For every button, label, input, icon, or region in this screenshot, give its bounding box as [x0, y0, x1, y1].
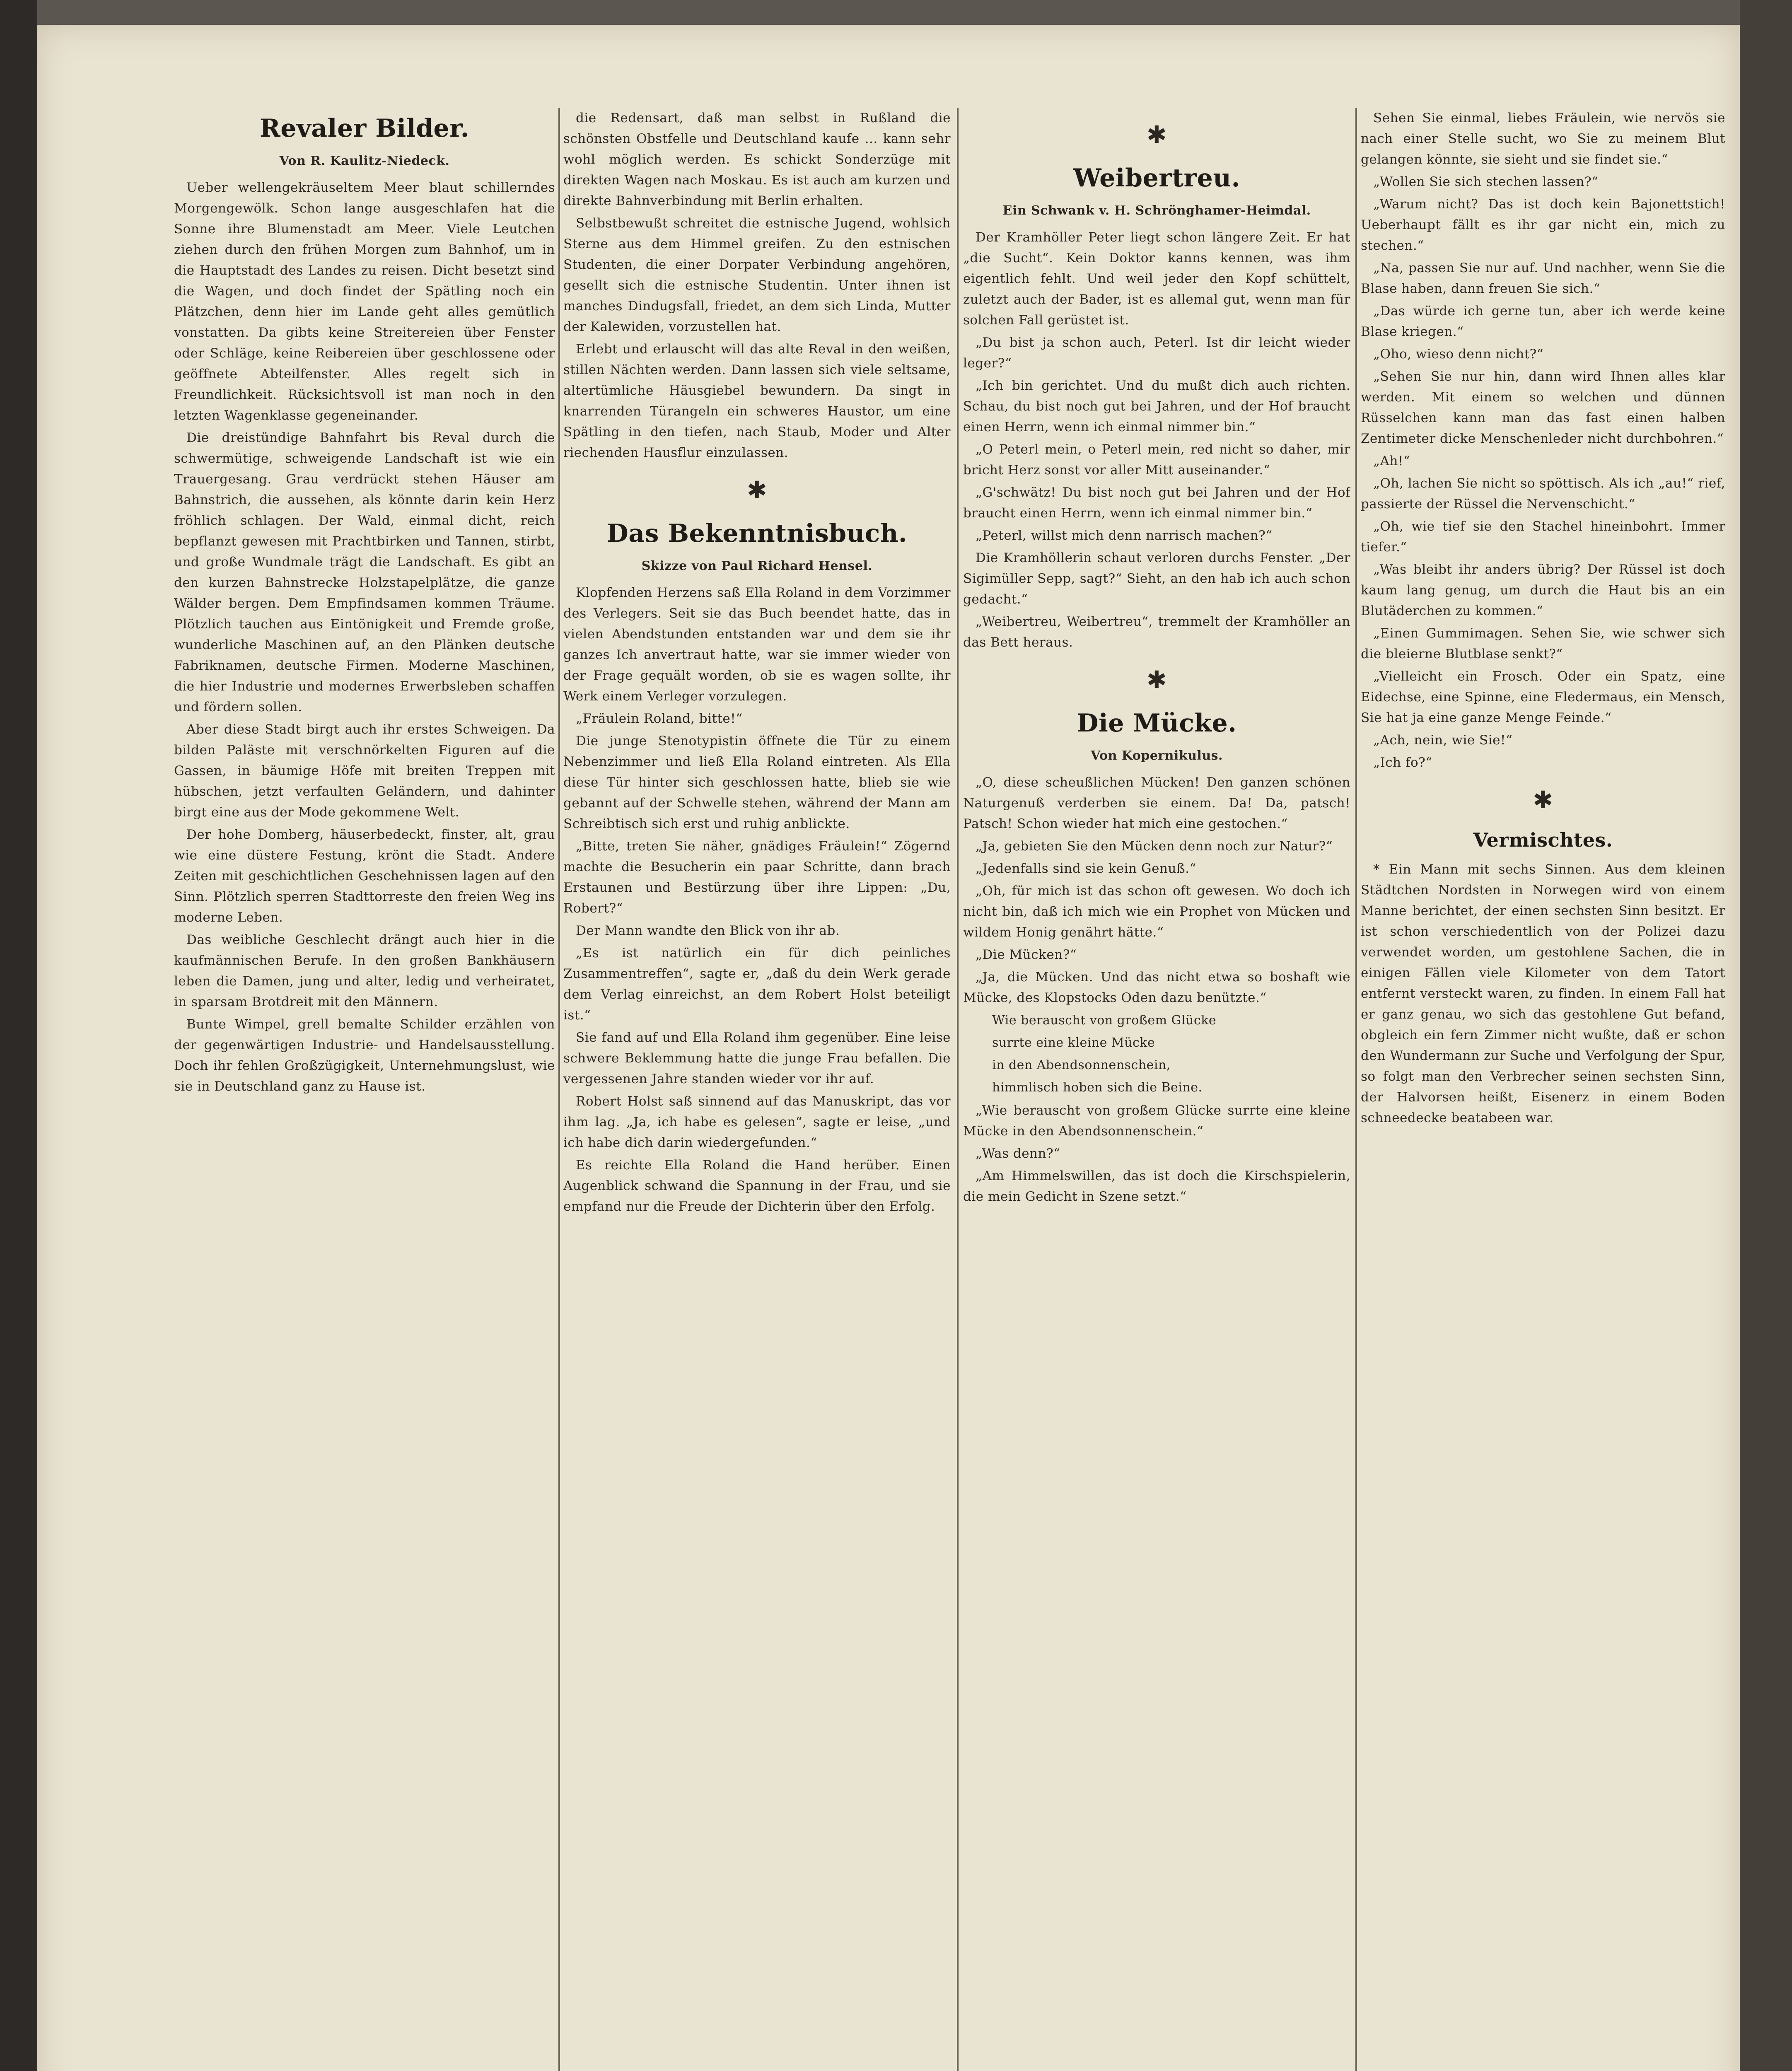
- paragraph: „Oh, lachen Sie nicht so spöttisch. Als ich „au!“ rief, passierte der Rüssel die Nervenschicht.“: [1361, 476, 1725, 512]
- article-title-vermischtes: Vermischtes.: [1473, 829, 1613, 851]
- paragraph: „G'schwätz! Du bist noch gut bei Jahren und der Hof braucht einen Herrn, wenn ich einmal nimmer bin.“: [963, 485, 1350, 521]
- column-rule: [558, 108, 560, 2071]
- poem-line: in den Abendsonnenschein,: [992, 1058, 1171, 1072]
- poem-line: himmlisch hoben sich die Beine.: [992, 1080, 1203, 1095]
- poem-line: Wie berauscht von großem Glücke: [992, 1013, 1217, 1028]
- paragraph: „Wollen Sie sich stechen lassen?“: [1373, 174, 1599, 189]
- column-rule: [1355, 108, 1357, 2071]
- article-byline-revaler: Von R. Kaulitz-Niedeck.: [279, 154, 450, 168]
- paragraph: Klopfenden Herzens saß Ella Roland in dem Vorzimmer des Verlegers. Seit sie das Buch beendet hatte, das in vielen Abendstunden entstanden war und dem sie ihr ganzes Ich anvertraut hatte, war sie immer wieder von der Frage gequält worden, ob sie es wagen sollte, ihr Werk einem Verleger vorzulegen.: [563, 585, 951, 704]
- paragraph: Robert Holst saß sinnend auf das Manuskript, das vor ihm lag. „Ja, ich habe es gelesen“, sagte er leise, „und ich habe dich darin wiedergefunden.“: [563, 1094, 951, 1150]
- paragraph: Der hohe Domberg, häuserbedeckt, finster, alt, grau wie eine düstere Festung, krönt die Stadt. Andere Zeiten mit geschichtlichen Geschehnissen lagen auf den Sinn. Plötzlich sperren Stadttorreste den freien Weg ins moderne Leben.: [174, 827, 555, 925]
- paragraph: „Am Himmelswillen, das ist doch die Kirschspielerin, die mein Gedicht in Szene setzt.“: [963, 1168, 1350, 1204]
- paragraph: Es reichte Ella Roland die Hand herüber. Einen Augenblick schwand die Spannung in der Frau, und sie empfand nur die Freude der Dichterin über den Erfolg.: [563, 1158, 951, 1214]
- scan-right-edge: [1740, 0, 1792, 2071]
- paragraph: „Peterl, willst mich denn narrisch machen?“: [976, 528, 1273, 543]
- article-title-bekenntnis: Das Bekenntnisbuch.: [606, 519, 908, 548]
- paragraph: Das weibliche Geschlecht drängt auch hier in die kaufmännischen Berufe. In den großen Bankhäusern leben die Damen, jung und alter, ledig und verheiratet, in sparsam Brotdreit mit den Männern.: [174, 932, 555, 1009]
- paragraph: „Oh, für mich ist das schon oft gewesen. Wo doch ich nicht bin, daß ich mich wie ein Prophet von Mücken und wildem Honig genährt hätte.“: [963, 883, 1350, 940]
- paragraph: „Was denn?“: [976, 1146, 1060, 1161]
- paragraph: die Redensart, daß man selbst in Rußland die schönsten Obstfelle und Deutschland kaufe ... kann sehr wohl möglich werden. Es schickt Sonderzüge mit direkten Wagen nach Moskau. Es ist auch am kurzen und direkte Bahnverbindung mit Berlin erhalten.: [563, 111, 951, 208]
- paragraph: „Es ist natürlich ein für dich peinliches Zusammentreffen“, sagte er, „daß du dein Werk gerade dem Verlag einreichst, an dem Robert Holst beteiligt ist.“: [563, 946, 951, 1023]
- scan-left-edge: [0, 0, 37, 2071]
- paragraph: Die Kramhöllerin schaut verloren durchs Fenster. „Der Sigimüller Sepp, sagt?“ Sieht, an den hab ich auch schon gedacht.“: [963, 550, 1350, 607]
- paragraph: „O Peterl mein, o Peterl mein, red nicht so daher, mir bricht Herz sonst vor aller Mitt auseinander.“: [963, 442, 1350, 478]
- article-byline-bekenntnis: Skizze von Paul Richard Hensel.: [641, 559, 873, 573]
- paragraph: Erlebt und erlauscht will das alte Reval in den weißen, stillen Nächten werden. Dann lassen sich viele seltsame, altertümliche Häusgiebel bewundern. Da singt in knarrenden Türangeln ein schweres Haustor, um eine Spätling in den tiefen, nach Staub, Moder und Alter riechenden Hausflur einzulassen.: [563, 342, 951, 460]
- paragraph: „Sehen Sie nur hin, dann wird Ihnen alles klar werden. Mit einem so welchen und dünnen Rüsselchen kann man das fast einen halben Zentimeter dicke Menschenleder nicht durchbohren.“: [1361, 369, 1725, 446]
- article-byline-muecke: Von Kopernikulus.: [1091, 748, 1223, 763]
- column-4: [1361, 108, 1725, 2071]
- paragraph: „Na, passen Sie nur auf. Und nachher, wenn Sie die Blase haben, dann freuen Sie sich.“: [1361, 261, 1725, 296]
- paragraph: „Jedenfalls sind sie kein Genuß.“: [976, 861, 1196, 876]
- paragraph: „Bitte, treten Sie näher, gnädiges Fräulein!“ Zögernd machte die Besucherin ein paar Schritte, dann brach Erstaunen und Bestürzung über ihre Lippen: „Du, Robert?“: [563, 839, 951, 916]
- paragraph: Bunte Wimpel, grell bemalte Schilder erzählen von der gegenwärtigen Industrie- und Handelsausstellung. Doch ihr fehlen Großzügigkeit, Unternehmungslust, wie sie in Deutschland ganz zu Hause ist.: [174, 1017, 555, 1094]
- paragraph: „Weibertreu, Weibertreu“, tremmelt der Kramhöller an das Bett heraus.: [963, 614, 1350, 650]
- paragraph: * Ein Mann mit sechs Sinnen. Aus dem kleinen Städtchen Nordsten in Norwegen wird von einem Manne berichtet, der einen sechsten Sinn besitzt. Er ist schon verschiedentlich von der Polizei dazu verwendet worden, um gestohlene Sachen, die in einigen Fällen viele Kilometer von dem Tatort entfernt versteckt waren, zu finden. In einem Fall hat er ganz genau, wo sich das gestohlene Gut befand, obgleich ein fern Zimmer nicht wußte, daß er schon den Wundermann zur Suche und Verfolgung der Spur, so folgt man den Verbrecher seinen sechsten Sinn, der Halvorsen heißt, Eisenerz in einem Boden schneedecke beatabeen war.: [1361, 862, 1725, 1125]
- article-title-revaler: Revaler Bilder.: [259, 114, 470, 143]
- paragraph: „Wie berauscht von großem Glücke surrte eine kleine Mücke in den Abendsonnenschein.“: [963, 1103, 1350, 1139]
- paragraph: „Ja, gebieten Sie den Mücken denn noch zur Natur?“: [976, 839, 1333, 854]
- paragraph: „Ach, nein, wie Sie!“: [1373, 733, 1513, 748]
- paragraph: „Die Mücken?“: [976, 947, 1077, 962]
- section-divider-star: ✱: [1146, 121, 1167, 149]
- section-divider-star: ✱: [1146, 666, 1167, 694]
- article-title-weibertreu: Weibertreu.: [1073, 164, 1240, 193]
- paragraph: „Einen Gummimagen. Sehen Sie, wie schwer sich die bleierne Blutblase senkt?“: [1361, 626, 1725, 661]
- paragraph: „Oh, wie tief sie den Stachel hineinbohrt. Immer tiefer.“: [1361, 519, 1725, 555]
- paragraph: „Vielleicht ein Frosch. Oder ein Spatz, eine Eidechse, eine Spinne, eine Fledermaus, ein Mensch, Sie hat ja eine ganze Menge Feinde.“: [1361, 669, 1725, 725]
- paragraph: „Fräulein Roland, bitte!“: [576, 711, 743, 726]
- section-divider-star: ✱: [746, 476, 768, 504]
- paragraph: „Warum nicht? Das ist doch kein Bajonettstich! Ueberhaupt fällt es ihr gar nicht ein, mich zu stechen.“: [1361, 197, 1725, 253]
- paragraph: Die junge Stenotypistin öffnete die Tür zu einem Nebenzimmer und ließ Ella Roland eintreten. Als Ella diese Tür hinter sich geschlossen hatte, blieb sie wie gebannt auf der Schwelle stehen, während der Mann am Schreibtisch sich erst und ruhig anblickte.: [563, 734, 951, 831]
- column-1: [174, 108, 555, 2071]
- paragraph: „Ah!“: [1373, 454, 1410, 468]
- column-rule: [957, 108, 959, 2071]
- paragraph: „Ich bin gerichtet. Und du mußt dich auch richten. Schau, du bist noch gut bei Jahren, und der Hof braucht einen Herrn, wenn ich einmal nimmer bin.“: [963, 378, 1350, 434]
- column-2: [563, 108, 951, 2071]
- paragraph: Der Mann wandte den Blick von ihr ab.: [576, 923, 840, 938]
- article-byline-weibertreu: Ein Schwank v. H. Schrönghamer-Heimdal.: [1002, 203, 1311, 218]
- section-divider-star: ✱: [1533, 786, 1553, 814]
- paragraph: „Ich fo?“: [1373, 755, 1432, 770]
- article-title-muecke: Die Mücke.: [1077, 709, 1237, 738]
- paragraph: „Du bist ja schon auch, Peterl. Ist dir leicht wieder leger?“: [963, 335, 1350, 371]
- paragraph: „Was bleibt ihr anders übrig? Der Rüssel ist doch kaum lang genug, um durch die Haut bis an ein Blutäderchen zu kommen.“: [1361, 562, 1725, 618]
- paragraph: Sie fand auf und Ella Roland ihm gegenüber. Eine leise schwere Beklemmung hatte die junge Frau befallen. Die vergessenen Jahre standen wieder vor ihr auf.: [563, 1030, 951, 1086]
- paragraph: Selbstbewußt schreitet die estnische Jugend, wohlsich Sterne aus dem Himmel greifen. Zu den estnischen Studenten, die einer Dorpater Verbindung angehören, gesellt sich die estnische Studentin. Unter ihnen ist manches Dindugsfall, friedet, an dem sich Linda, Mutter der Kalewiden, vorzustellen hat.: [563, 216, 951, 334]
- paragraph: Ueber wellengekräuseltem Meer blaut schillerndes Morgengewölk. Schon lange ausgeschlafen hat die Sonne ihre Blumenstadt am Meer. Viele Leutchen ziehen durch den frühen Morgen zum Bahnhof, um in die Hauptstadt des Landes zu reisen. Dicht besetzt sind die Wagen, und doch findet der Spätling noch ein Plätzchen, denn hier im Lande geht alles gemütlich vonstatten. Da gibts keine Streitereien über Fenster oder Schläge, keine Reibereien über geschlossene oder geöffnete Abteilfenster. Alles regelt sich in Freundlichkeit. Rücksichtsvoll ist man noch in den letzten Wagenklasse gegeneinander.: [174, 180, 555, 423]
- paragraph: „Das würde ich gerne tun, aber ich werde keine Blase kriegen.“: [1361, 304, 1725, 339]
- paragraph: Die dreistündige Bahnfahrt bis Reval durch die schwermütige, schweigende Landschaft ist wie ein Trauergesang. Grau verdrückt stehen Häuser am Bahnstrich, die aussehen, als könnte darin kein Herz fröhlich schlagen. Der Wald, einmal dicht, reich bepflanzt gewesen mit Prachtbirken und Tannen, stirbt, und große Wundmale trägt die Landschaft. Es gibt an den kurzen Bahnstrecke Holzstapelplätze, die ganze Wälder bergen. Dem Empfindsamen kommen Träume. Plötzlich tauchen aus Eintönigkeit und Fremde große, wunderliche Maschinen auf, an den Plänken deutsche Fabriknamen, deutsche Firmen. Moderne Maschinen, die hier Industrie und modernes Erwerbsleben schaffen und fördern sollen.: [174, 430, 555, 714]
- paragraph: „O, diese scheußlichen Mücken! Den ganzen schönen Naturgenuß verderben sie einem. Da! Da, patsch! Patsch! Schon wieder hat mich eine gestochen.“: [963, 775, 1350, 831]
- paragraph: Sehen Sie einmal, liebes Fräulein, wie nervös sie nach einer Stelle sucht, wo Sie zu meinem Blut gelangen könnte, sie sieht und sie findet sie.“: [1361, 111, 1725, 167]
- paragraph: Der Kramhöller Peter liegt schon längere Zeit. Er hat „die Sucht“. Kein Doktor kanns kennen, was ihm eigentlich fehlt. Und weil jeder den Kopf schüttelt, zuletzt auch der Bader, ist es allemal gut, wenn man für solchen Fall gerüstet ist.: [963, 230, 1350, 328]
- column-3: [963, 108, 1350, 2071]
- paragraph: „Ja, die Mücken. Und das nicht etwa so boshaft wie Mücke, des Klopstocks Oden dazu benützte.“: [963, 970, 1350, 1005]
- paragraph: „Oho, wieso denn nicht?“: [1373, 347, 1544, 362]
- poem-line: surrte eine kleine Mücke: [992, 1036, 1155, 1050]
- paragraph: Aber diese Stadt birgt auch ihr erstes Schweigen. Da bilden Paläste mit verschnörkelten Figuren auf die Gassen, in bäumige Höfe mit breiten Treppen mit hübschen, jetzt verfaulten Geländern, und dahinter birgt eine aus der Mode gekommene Welt.: [174, 722, 555, 820]
- newspaper-page: [37, 25, 1740, 2071]
